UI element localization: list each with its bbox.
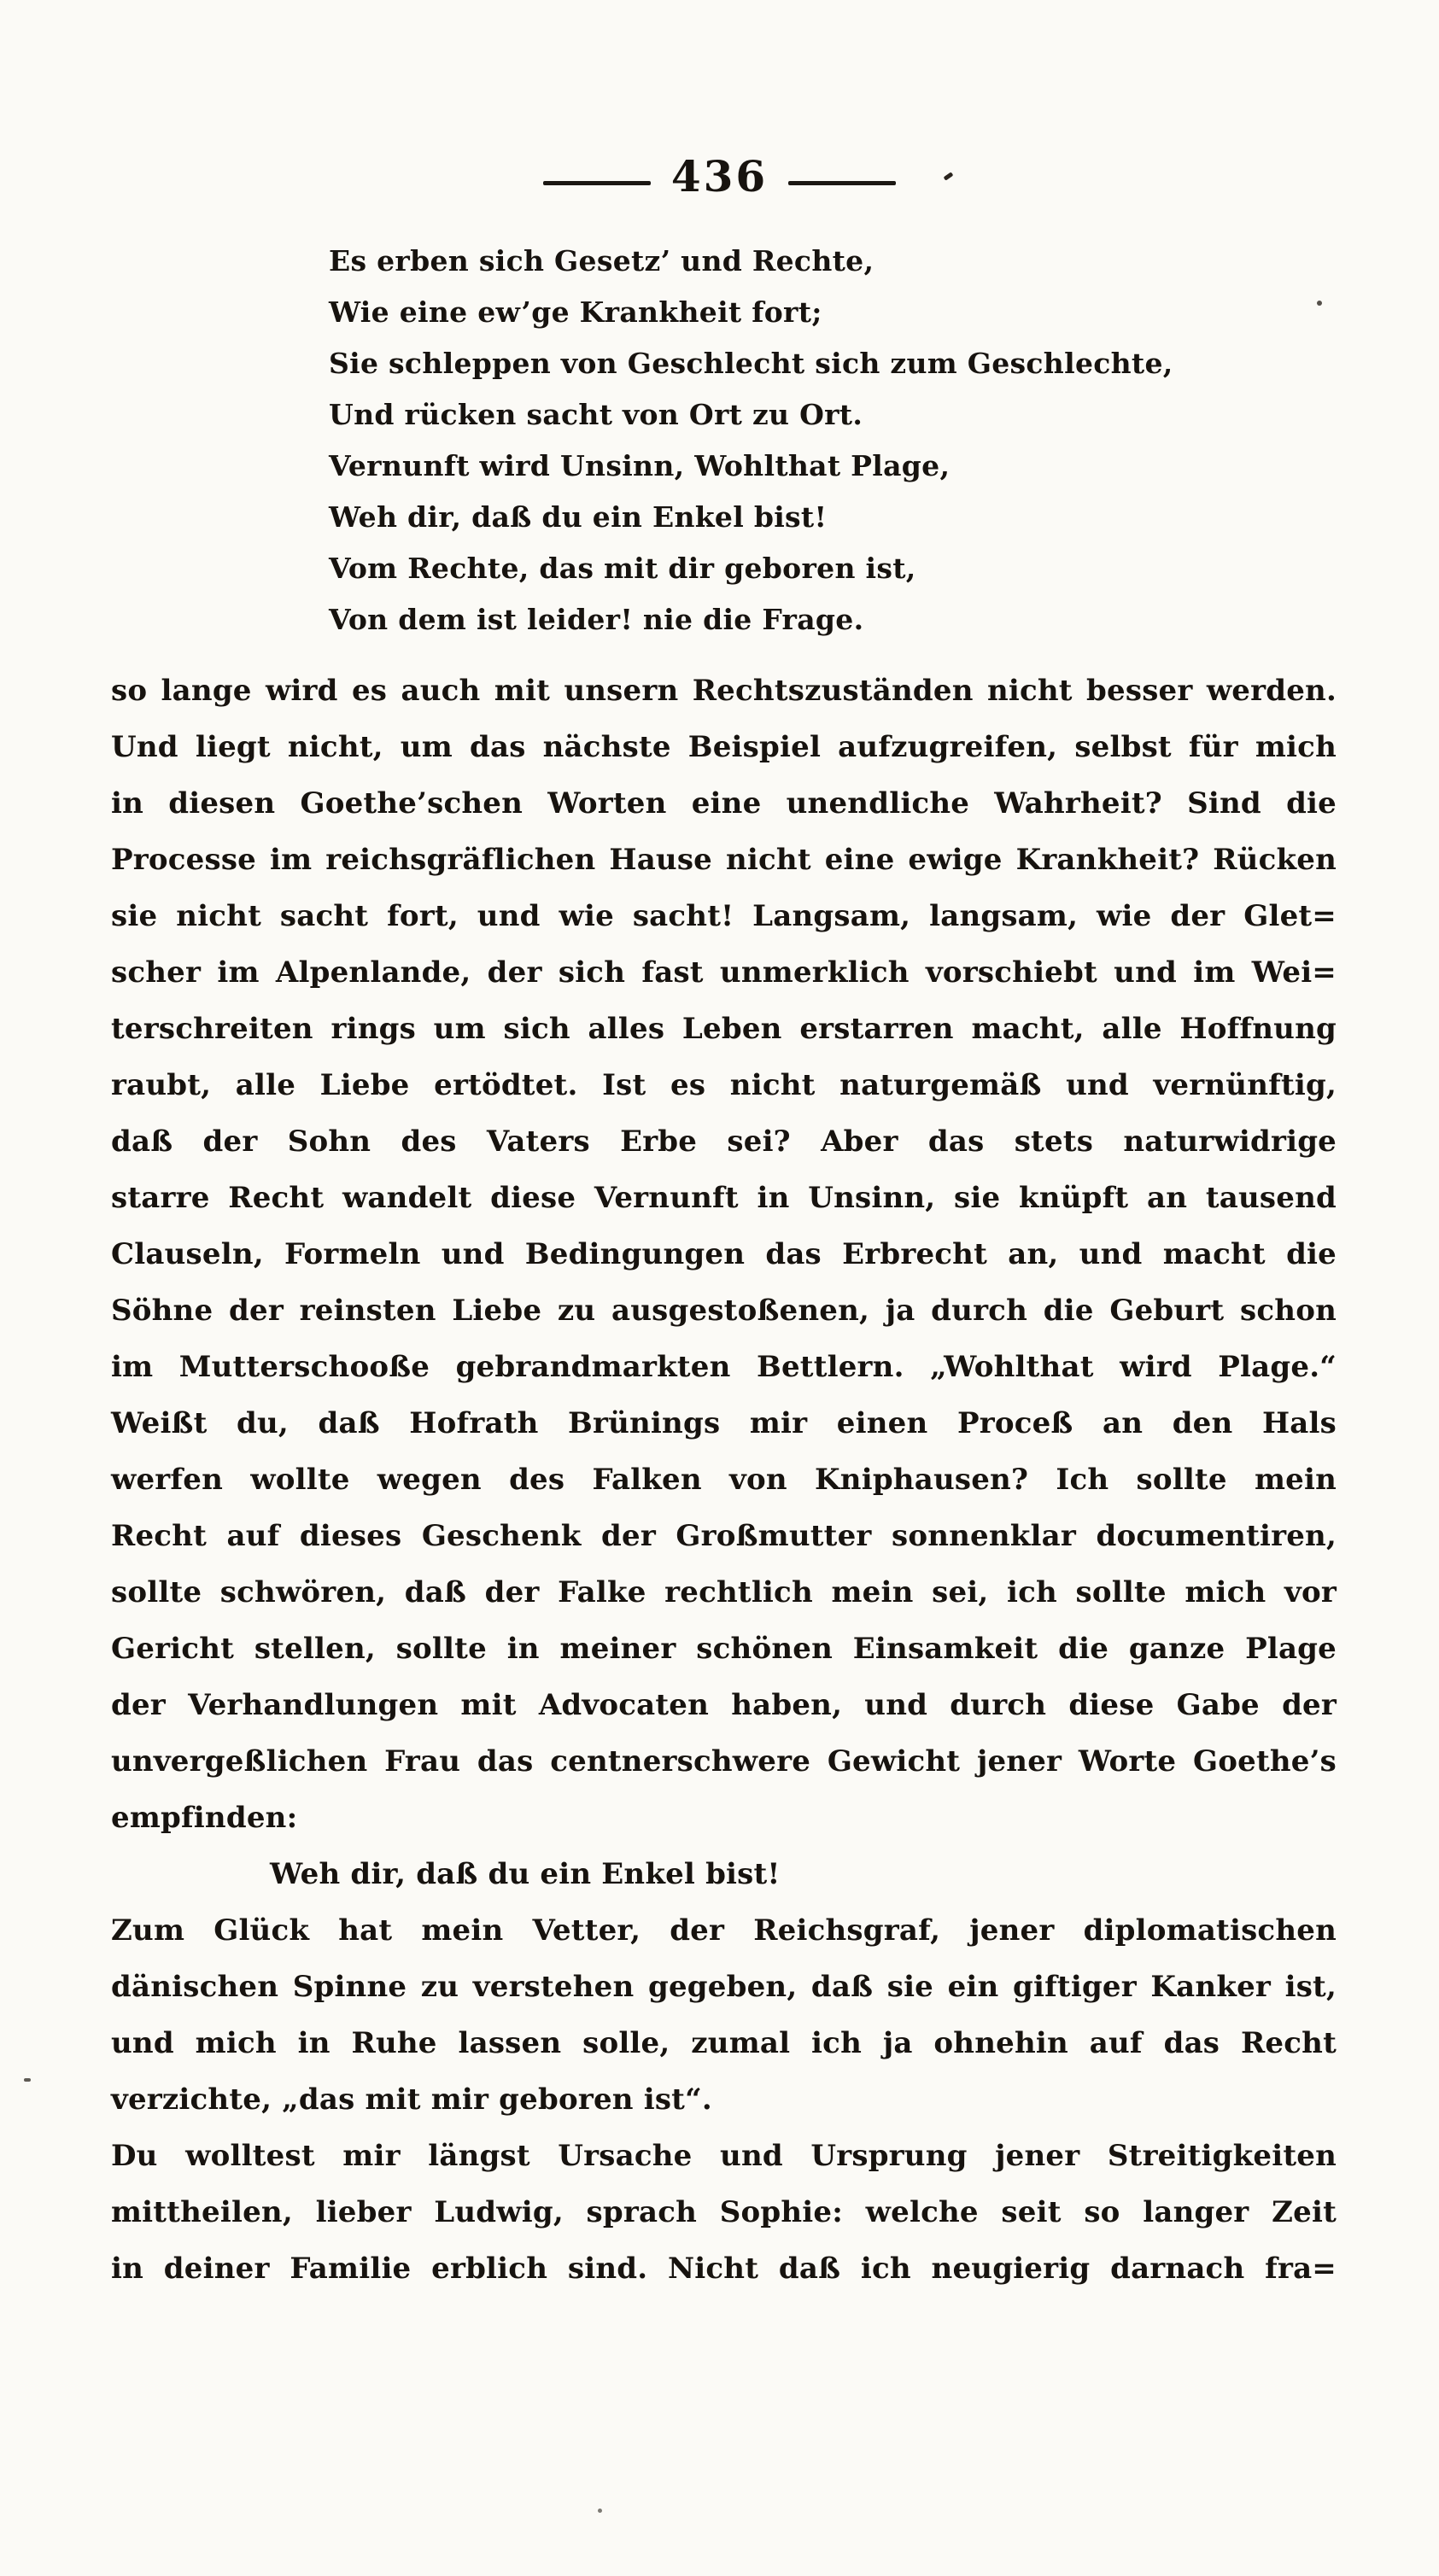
scan-speck: [1317, 301, 1322, 306]
poem-line: Es erben sich Gesetz’ und Rechte,: [329, 244, 875, 277]
paragraph-2: [111, 1902, 1337, 2128]
poem-line: Weh dir, daß du ein Enkel bist!: [329, 500, 828, 534]
text-line: Weißt du, daß Hofrath Brünings mir einen Proceß an den Hals: [111, 1406, 1337, 1440]
text-line: im Mutterschooße gebrandmarkten Bettlern. „Wohlthat wird Plage.“: [111, 1350, 1337, 1384]
page-number-rule-right: [788, 181, 896, 185]
poem-block: [329, 236, 1439, 645]
scan-speck: [24, 2078, 31, 2082]
paragraph-3: [111, 2128, 1337, 2297]
text-line: verzichte, „das mit mir geboren ist“.: [111, 2082, 712, 2117]
text-line: dänischen Spinne zu verstehen gegeben, daß sie ein giftiger Kanker ist,: [111, 1970, 1337, 2004]
text-line: empfinden:: [111, 1801, 298, 1835]
page-number-rule-left: [543, 181, 651, 185]
poem-line: Vom Rechte, das mit dir geboren ist,: [329, 552, 916, 585]
text-line: werfen wollte wegen des Falken von Kniphausen? Ich sollte mein: [111, 1463, 1337, 1497]
inline-verse-quote: Weh dir, daß du ein Enkel bist!: [270, 1857, 781, 1891]
text-line: sollte schwören, daß der Falke rechtlich mein sei, ich sollte mich vor: [111, 1575, 1337, 1609]
text-line: scher im Alpenlande, der sich fast unmerklich vorschiebt und im Wei=: [111, 955, 1337, 990]
text-line: daß der Sohn des Vaters Erbe sei? Aber das stets naturwidrige: [111, 1124, 1337, 1159]
text-line: der Verhandlungen mit Advocaten haben, und durch diese Gabe der: [111, 1688, 1337, 1722]
text-line: in deiner Familie erblich sind. Nicht daß ich neugierig darnach fra=: [111, 2252, 1337, 2286]
poem-line: Sie schleppen von Geschlecht sich zum Geschlechte,: [329, 347, 1173, 380]
text-line: Processe im reichsgräflichen Hause nicht eine ewige Krankheit? Rücken: [111, 843, 1337, 877]
scan-speck: [598, 2509, 602, 2513]
text-line: terschreiten rings um sich alles Leben erstarren macht, alle Hoffnung: [111, 1012, 1337, 1046]
text-line: Gericht stellen, sollte in meiner schönen Einsamkeit die ganze Plage: [111, 1632, 1337, 1666]
poem-line: Wie eine ew’ge Krankheit fort;: [329, 295, 822, 329]
poem-line: Von dem ist leider! nie die Frage.: [329, 603, 864, 636]
text-line: unvergeßlichen Frau das centnerschwere Gewicht jener Worte Goethe’s: [111, 1744, 1337, 1779]
text-line: mittheilen, lieber Ludwig, sprach Sophie: welche seit so langer Zeit: [111, 2195, 1337, 2229]
text-line: Clauseln, Formeln und Bedingungen das Erbrecht an, und macht die: [111, 1237, 1337, 1271]
text-line: Und liegt nicht, um das nächste Beispiel aufzugreifen, selbst für mich: [111, 730, 1337, 764]
text-line: Söhne der reinsten Liebe zu ausgestoßenen, ja durch die Geburt schon: [111, 1294, 1337, 1328]
text-line: Du wolltest mir längst Ursache und Ursprung jener Streitigkeiten: [111, 2139, 1337, 2173]
text-line: und mich in Ruhe lassen solle, zumal ich ja ohnehin auf das Recht: [111, 2026, 1337, 2060]
book-page: [0, 151, 1439, 2576]
paragraph-1: [111, 663, 1337, 1846]
poem-line: Und rücken sacht von Ort zu Ort.: [329, 398, 863, 431]
main-text: [111, 663, 1337, 2297]
text-line: in diesen Goethe’schen Worten eine unendliche Wahrheit? Sind die: [111, 786, 1337, 821]
text-line: so lange wird es auch mit unsern Rechtszuständen nicht besser werden.: [111, 674, 1337, 708]
text-line: raubt, alle Liebe ertödtet. Ist es nicht naturgemäß und vernünftig,: [111, 1068, 1337, 1102]
page-number: 436: [670, 151, 769, 202]
text-line: Zum Glück hat mein Vetter, der Reichsgraf, jener diplomatischen: [111, 1913, 1337, 1948]
text-line: starre Recht wandelt diese Vernunft in Unsinn, sie knüpft an tausend: [111, 1181, 1337, 1215]
poem-line: Vernunft wird Unsinn, Wohlthat Plage,: [329, 449, 951, 482]
text-line: sie nicht sacht fort, und wie sacht! Langsam, langsam, wie der Glet=: [111, 899, 1337, 933]
page-header: [0, 151, 1439, 202]
text-line: Recht auf dieses Geschenk der Großmutter sonnenklar documentiren,: [111, 1519, 1337, 1553]
